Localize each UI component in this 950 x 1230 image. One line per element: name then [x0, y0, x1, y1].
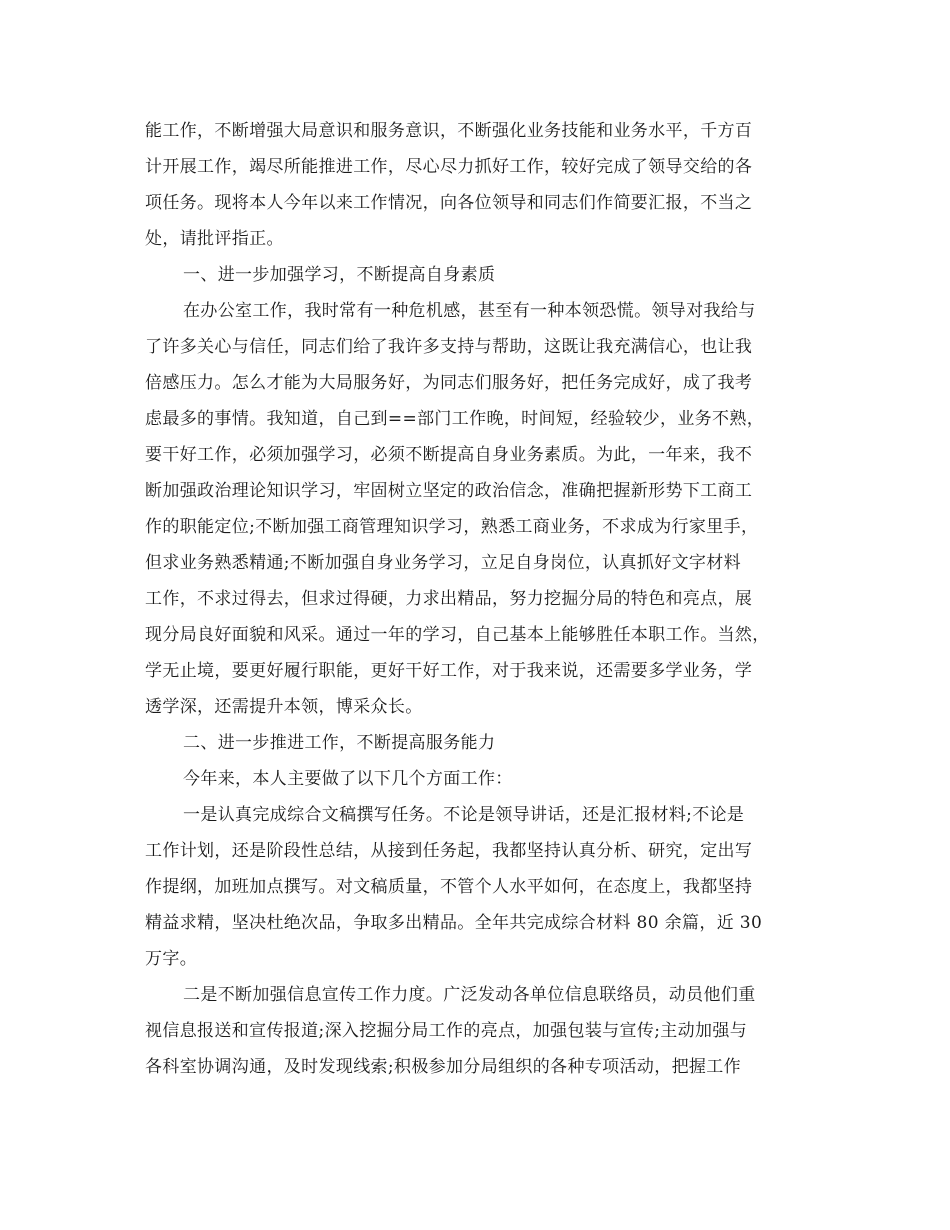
body-text-line: 倍感压力。怎么才能为大局服务好，为同志们服务好，把任务完成好，成了我考: [145, 373, 753, 393]
body-text-line: 工作计划，还是阶段性总结，从接到任务起，我都坚持认真分析、研究，定出写: [145, 841, 753, 861]
body-text-line: 要干好工作，必须加强学习，必须不断提高自身业务素质。为此，一年来，我不: [145, 445, 753, 465]
body-text-line: 一是认真完成综合文稿撰写任务。不论是领导讲话，还是汇报材料;不论是: [183, 805, 745, 825]
body-text-line: 透学深，还需提升本领，博采众长。: [145, 697, 423, 717]
section-heading: 一、进一步加强学习，不断提高自身素质: [183, 265, 496, 285]
body-text-line: 学无止境，要更好履行职能，更好干好工作，对于我来说，还需要多学业务，学: [145, 661, 753, 681]
body-text-line: 万字。: [145, 949, 198, 969]
body-text-line: 处，请批评指正。: [145, 229, 284, 249]
body-text-line: 二是不断加强信息宣传工作力度。广泛发动各单位信息联络员，动员他们重: [183, 985, 756, 1005]
body-text-line: 了许多关心与信任，同志们给了我许多支持与帮助，这既让我充满信心，也让我: [145, 337, 753, 357]
body-text-line: 能工作，不断增强大局意识和服务意识，不断强化业务技能和业务水平，千方百: [145, 121, 753, 141]
body-text-line: 视信息报送和宣传报道;深入挖掘分局工作的亮点，加强包装与宣传;主动加强与: [145, 1021, 748, 1041]
body-text-line: 各科室协调沟通，及时发现线索;积极参加分局组织的各种专项活动，把握工作: [145, 1057, 741, 1077]
body-text-line: 现分局良好面貌和风采。通过一年的学习，自己基本上能够胜任本职工作。当然，: [145, 625, 770, 645]
body-text-line: 但求业务熟悉精通;不断加强自身业务学习，立足自身岗位，认真抓好文字材料: [145, 553, 741, 573]
body-text-line: 计开展工作，竭尽所能推进工作，尽心尽力抓好工作，较好完成了领导交给的各: [145, 157, 753, 177]
section-heading: 二、进一步推进工作，不断提高服务能力: [183, 733, 496, 753]
body-text-line: 精益求精，坚决杜绝次品，争取多出精品。全年共完成综合材料 80 余篇，近 30: [145, 913, 763, 933]
body-text-line: 今年来，本人主要做了以下几个方面工作：: [183, 769, 513, 789]
body-text-line: 作提纲，加班加点撰写。对文稿质量，不管个人水平如何，在态度上，我都坚持: [145, 877, 753, 897]
body-text-line: 工作，不求过得去，但求过得硬，力求出精品，努力挖掘分局的特色和亮点，展: [145, 589, 753, 609]
body-text-line: 项任务。现将本人今年以来工作情况，向各位领导和同志们作简要汇报，不当之: [145, 193, 753, 213]
body-text-line: 断加强政治理论知识学习，牢固树立坚定的政治信念，准确把握新形势下工商工: [145, 481, 753, 501]
body-text-line: 虑最多的事情。我知道，自己到==部门工作晚，时间短，经验较少，业务不熟，: [145, 409, 765, 429]
body-text-line: 作的职能定位;不断加强工商管理知识学习，熟悉工商业务，不求成为行家里手，: [145, 517, 759, 537]
body-text-line: 在办公室工作，我时常有一种危机感，甚至有一种本领恐慌。领导对我给与: [183, 301, 756, 321]
